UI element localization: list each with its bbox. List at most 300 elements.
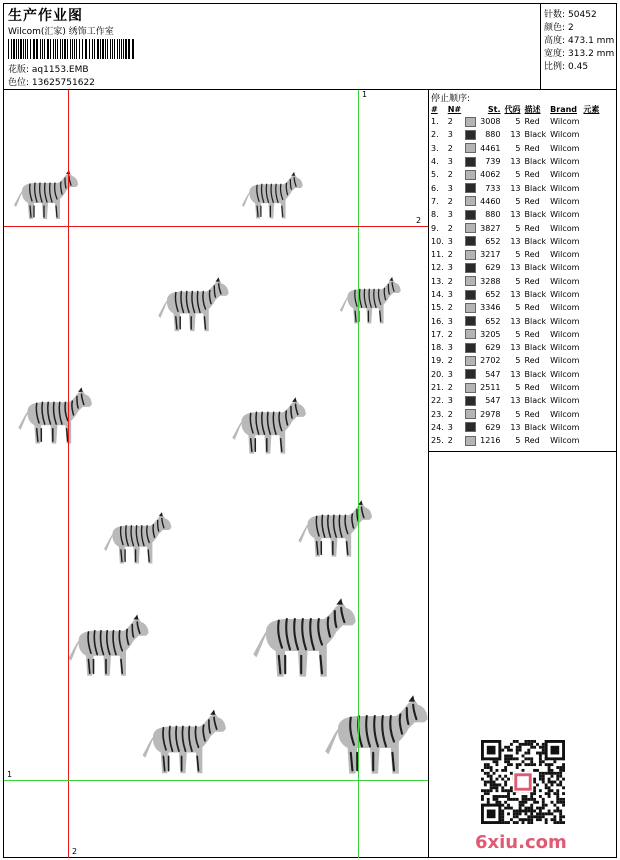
col-needle: N# bbox=[447, 104, 462, 114]
row-element bbox=[581, 248, 601, 261]
guide-label-vertical-left: 2 bbox=[72, 847, 78, 856]
thread-swatch bbox=[465, 157, 476, 167]
row-index: 17. bbox=[431, 329, 444, 339]
guide-vertical-right[interactable] bbox=[358, 90, 359, 858]
row-code: 5 bbox=[515, 143, 521, 153]
row-index: 5. bbox=[431, 170, 439, 180]
row-stitches: 3008 bbox=[480, 117, 501, 127]
row-swatch bbox=[463, 408, 478, 421]
design-file-line bbox=[8, 62, 89, 75]
col-description: 描述 bbox=[524, 104, 541, 114]
row-index: 6. bbox=[431, 183, 439, 193]
row-swatch bbox=[463, 155, 478, 168]
row-element bbox=[581, 301, 601, 314]
row-code: 13 bbox=[510, 210, 521, 220]
row-code: 5 bbox=[515, 170, 521, 180]
row-needle: 3 bbox=[447, 263, 453, 273]
zebra-icon bbox=[338, 275, 403, 326]
row-element bbox=[581, 381, 601, 394]
stat-value: 473.1 mm bbox=[568, 36, 615, 46]
table-row[interactable] bbox=[429, 328, 601, 341]
table-row[interactable] bbox=[429, 341, 601, 354]
row-stitches: 3827 bbox=[480, 223, 501, 233]
row-code: 5 bbox=[515, 303, 521, 313]
row-stitches: 3346 bbox=[480, 303, 501, 313]
thread-swatch bbox=[465, 316, 476, 326]
row-description: Black bbox=[524, 236, 547, 246]
thread-swatch bbox=[465, 276, 476, 286]
row-swatch bbox=[463, 261, 478, 274]
row-needle: 2 bbox=[447, 223, 453, 233]
sheet-header bbox=[4, 4, 616, 90]
zebra-icon bbox=[16, 385, 94, 447]
row-needle: 2 bbox=[447, 143, 453, 153]
row-element bbox=[581, 142, 601, 155]
design-canvas[interactable] bbox=[4, 90, 429, 858]
table-row[interactable] bbox=[429, 354, 601, 367]
barcode-icon bbox=[8, 39, 136, 59]
table-row[interactable] bbox=[429, 275, 601, 288]
row-code: 13 bbox=[510, 157, 521, 167]
row-needle: 2 bbox=[447, 383, 453, 393]
row-needle: 2 bbox=[447, 329, 453, 339]
watermark-logo: 6xiu.com bbox=[475, 832, 567, 853]
row-stitches: 652 bbox=[485, 316, 501, 326]
zebra-icon bbox=[322, 692, 429, 778]
thread-swatch bbox=[465, 422, 476, 432]
row-index: 22. bbox=[431, 396, 444, 406]
thread-swatch bbox=[465, 170, 476, 180]
row-needle: 3 bbox=[447, 290, 453, 299]
row-swatch bbox=[463, 301, 478, 314]
zebra-icon bbox=[296, 498, 374, 560]
row-stitches: 1216 bbox=[480, 436, 501, 446]
thread-swatch bbox=[465, 383, 476, 393]
row-swatch bbox=[463, 248, 478, 261]
thread-swatch bbox=[465, 303, 476, 313]
table-row[interactable] bbox=[429, 128, 601, 141]
row-needle: 3 bbox=[447, 343, 453, 353]
row-code: 13 bbox=[510, 316, 521, 326]
table-row[interactable] bbox=[429, 301, 601, 314]
row-code: 5 bbox=[515, 223, 521, 233]
row-description: Black bbox=[524, 422, 547, 432]
row-stitches: 739 bbox=[485, 157, 501, 167]
row-index: 18. bbox=[431, 343, 444, 353]
row-needle: 2 bbox=[447, 170, 453, 180]
thread-swatch bbox=[465, 356, 476, 366]
row-needle: 3 bbox=[447, 130, 453, 140]
row-description: Black bbox=[524, 130, 547, 140]
row-index: 15. bbox=[431, 303, 444, 313]
row-description: Red bbox=[524, 383, 540, 393]
row-swatch bbox=[463, 341, 478, 354]
row-swatch bbox=[463, 394, 478, 407]
col-element: 元素 bbox=[583, 104, 600, 114]
table-row[interactable] bbox=[429, 115, 601, 128]
row-stitches: 629 bbox=[485, 343, 501, 353]
table-row[interactable] bbox=[429, 235, 601, 248]
row-brand: Wilcom bbox=[550, 196, 580, 206]
row-brand: Wilcom bbox=[550, 396, 580, 406]
row-description: Black bbox=[524, 263, 547, 273]
row-swatch bbox=[463, 381, 478, 394]
row-stitches: 4460 bbox=[480, 196, 501, 206]
row-index: 24. bbox=[431, 422, 444, 432]
row-index: 19. bbox=[431, 356, 444, 366]
row-stitches: 2511 bbox=[480, 383, 501, 393]
row-description: Black bbox=[524, 316, 547, 326]
row-description: Red bbox=[524, 170, 540, 180]
row-element bbox=[581, 235, 601, 248]
row-swatch bbox=[463, 115, 478, 128]
thread-swatch bbox=[465, 143, 476, 153]
row-element bbox=[581, 181, 601, 194]
production-sheet bbox=[3, 3, 617, 858]
table-row[interactable] bbox=[429, 381, 601, 394]
stat-label: 颜色: bbox=[544, 23, 566, 33]
row-index: 25. bbox=[431, 436, 444, 446]
guide-horizontal-bottom[interactable] bbox=[4, 780, 428, 781]
col-stitches: St. bbox=[487, 104, 501, 114]
row-code: 13 bbox=[510, 422, 521, 432]
row-brand: Wilcom bbox=[550, 236, 580, 246]
page-title: 生产作业图 bbox=[8, 8, 83, 24]
row-brand: Wilcom bbox=[550, 250, 580, 260]
row-element bbox=[581, 261, 601, 274]
row-index: 3. bbox=[431, 143, 439, 153]
thread-swatch bbox=[465, 329, 476, 339]
stat-label: 比例: bbox=[544, 62, 566, 72]
table-row[interactable] bbox=[429, 248, 601, 261]
thread-swatch bbox=[465, 130, 476, 140]
row-swatch bbox=[463, 221, 478, 234]
row-description: Black bbox=[524, 157, 547, 167]
row-code: 13 bbox=[510, 369, 521, 379]
row-element bbox=[581, 408, 601, 421]
row-brand: Wilcom bbox=[550, 329, 580, 339]
zebra-icon bbox=[230, 395, 308, 457]
col-swatch bbox=[463, 103, 478, 115]
row-description: Red bbox=[524, 143, 540, 153]
table-row[interactable] bbox=[429, 142, 601, 155]
thread-swatch bbox=[465, 290, 476, 300]
panel-divider bbox=[429, 451, 616, 452]
row-swatch bbox=[463, 421, 478, 434]
design-file-label: 花版: bbox=[8, 65, 30, 75]
stat-value: 2 bbox=[568, 23, 574, 33]
guide-label-horizontal-bottom: 1 bbox=[7, 770, 13, 779]
table-row[interactable] bbox=[429, 181, 601, 194]
row-brand: Wilcom bbox=[550, 117, 580, 127]
thread-swatch bbox=[465, 210, 476, 220]
row-element bbox=[581, 128, 601, 141]
row-needle: 3 bbox=[447, 183, 453, 193]
row-code: 5 bbox=[515, 356, 521, 366]
row-index: 12. bbox=[431, 263, 444, 273]
table-row[interactable] bbox=[429, 221, 601, 234]
table-row[interactable] bbox=[429, 288, 601, 301]
row-brand: Wilcom bbox=[550, 422, 580, 432]
row-code: 13 bbox=[510, 130, 521, 140]
row-brand: Wilcom bbox=[550, 343, 580, 353]
row-code: 5 bbox=[515, 383, 521, 393]
row-needle: 3 bbox=[447, 157, 453, 167]
zebra-icon bbox=[12, 168, 80, 222]
studio-name: Wilcom(汇家) 绣饰工作室 bbox=[8, 27, 114, 37]
row-index: 21. bbox=[431, 383, 444, 393]
row-brand: Wilcom bbox=[550, 263, 580, 273]
row-index: 20. bbox=[431, 369, 444, 379]
row-code: 5 bbox=[515, 276, 521, 286]
row-description: Red bbox=[524, 329, 540, 339]
row-stitches: 733 bbox=[485, 183, 501, 193]
stat-width bbox=[544, 46, 614, 59]
row-swatch bbox=[463, 354, 478, 367]
row-code: 13 bbox=[510, 396, 521, 406]
row-swatch bbox=[463, 434, 478, 447]
row-description: Black bbox=[524, 396, 547, 406]
row-element bbox=[581, 394, 601, 407]
stat-label: 宽度: bbox=[544, 49, 566, 59]
row-swatch bbox=[463, 235, 478, 248]
row-element bbox=[581, 314, 601, 327]
row-code: 5 bbox=[515, 117, 521, 127]
zebra-icon bbox=[102, 510, 173, 567]
row-needle: 2 bbox=[447, 196, 453, 206]
row-description: Red bbox=[524, 250, 540, 260]
stat-label: 针数: bbox=[544, 10, 566, 20]
row-element bbox=[581, 168, 601, 181]
row-swatch bbox=[463, 328, 478, 341]
color-code-line bbox=[8, 75, 95, 88]
row-brand: Wilcom bbox=[550, 303, 580, 313]
row-element bbox=[581, 354, 601, 367]
row-index: 14. bbox=[431, 290, 444, 299]
row-description: Red bbox=[524, 436, 540, 446]
row-needle: 2 bbox=[447, 276, 453, 286]
row-index: 13. bbox=[431, 276, 444, 286]
thread-swatch bbox=[465, 369, 476, 379]
row-description: Red bbox=[524, 117, 540, 127]
row-stitches: 652 bbox=[485, 290, 501, 299]
row-index: 11. bbox=[431, 250, 444, 260]
row-index: 16. bbox=[431, 316, 444, 326]
stat-label: 高度: bbox=[544, 36, 566, 46]
row-needle: 3 bbox=[447, 396, 453, 406]
table-row[interactable] bbox=[429, 314, 601, 327]
row-description: Red bbox=[524, 409, 540, 419]
row-description: Black bbox=[524, 210, 547, 220]
col-index: # bbox=[431, 104, 438, 114]
col-code: 代码 bbox=[504, 104, 521, 114]
row-element bbox=[581, 421, 601, 434]
thread-swatch bbox=[465, 117, 476, 127]
row-index: 23. bbox=[431, 409, 444, 419]
table-row[interactable] bbox=[429, 208, 601, 221]
row-brand: Wilcom bbox=[550, 157, 580, 167]
row-code: 13 bbox=[510, 183, 521, 193]
row-element bbox=[581, 434, 601, 447]
row-description: Black bbox=[524, 183, 547, 193]
design-file-name: aq1153.EMB bbox=[31, 65, 89, 75]
stat-value: 50452 bbox=[568, 10, 597, 20]
stop-sequence-table bbox=[429, 103, 601, 447]
row-brand: Wilcom bbox=[550, 223, 580, 233]
row-swatch bbox=[463, 128, 478, 141]
row-description: Red bbox=[524, 196, 540, 206]
row-stitches: 629 bbox=[485, 422, 501, 432]
row-stitches: 652 bbox=[485, 236, 501, 246]
zebra-icon bbox=[156, 275, 231, 334]
row-element bbox=[581, 115, 601, 128]
thread-swatch bbox=[465, 343, 476, 353]
stat-stitches bbox=[544, 7, 597, 20]
row-brand: Wilcom bbox=[550, 143, 580, 153]
thread-swatch bbox=[465, 236, 476, 246]
stat-value: 313.2 mm bbox=[568, 49, 615, 59]
row-needle: 3 bbox=[447, 210, 453, 220]
row-brand: Wilcom bbox=[550, 276, 580, 286]
row-brand: Wilcom bbox=[550, 356, 580, 366]
table-row[interactable] bbox=[429, 368, 601, 381]
row-stitches: 4062 bbox=[480, 170, 501, 180]
guide-horizontal-top[interactable] bbox=[4, 226, 428, 227]
zebra-icon bbox=[140, 707, 228, 777]
guide-vertical-left[interactable] bbox=[68, 90, 69, 858]
table-header-row bbox=[429, 103, 601, 115]
thread-swatch bbox=[465, 223, 476, 233]
row-stitches: 880 bbox=[485, 130, 501, 140]
row-element bbox=[581, 155, 601, 168]
row-stitches: 2702 bbox=[480, 356, 501, 366]
row-code: 5 bbox=[515, 436, 521, 446]
row-element bbox=[581, 328, 601, 341]
row-needle: 2 bbox=[447, 409, 453, 419]
row-description: Red bbox=[524, 223, 540, 233]
row-code: 5 bbox=[515, 196, 521, 206]
table-row[interactable] bbox=[429, 195, 601, 208]
row-swatch bbox=[463, 368, 478, 381]
stop-sequence-title: 停止顺序: bbox=[431, 94, 471, 104]
row-brand: Wilcom bbox=[550, 409, 580, 419]
row-description: Black bbox=[524, 290, 547, 299]
stop-sequence-panel bbox=[429, 90, 616, 858]
row-code: 13 bbox=[510, 263, 521, 273]
table-row[interactable] bbox=[429, 261, 601, 274]
row-stitches: 3217 bbox=[480, 250, 501, 260]
table-row[interactable] bbox=[429, 394, 601, 407]
row-code: 5 bbox=[515, 250, 521, 260]
thread-swatch bbox=[465, 183, 476, 193]
zebra-icon bbox=[250, 595, 359, 681]
table-row[interactable] bbox=[429, 408, 601, 421]
row-index: 8. bbox=[431, 210, 439, 220]
row-swatch bbox=[463, 208, 478, 221]
table-row[interactable] bbox=[429, 168, 601, 181]
row-needle: 3 bbox=[447, 422, 453, 432]
row-brand: Wilcom bbox=[550, 369, 580, 379]
row-index: 4. bbox=[431, 157, 439, 167]
stat-colors bbox=[544, 20, 574, 33]
table-row[interactable] bbox=[429, 434, 601, 447]
row-index: 1. bbox=[431, 117, 439, 127]
row-stitches: 629 bbox=[485, 263, 501, 273]
row-index: 7. bbox=[431, 196, 439, 206]
table-row[interactable] bbox=[429, 155, 601, 168]
row-element bbox=[581, 221, 601, 234]
row-needle: 3 bbox=[447, 236, 453, 246]
design-stats bbox=[541, 4, 616, 89]
stat-scale bbox=[544, 59, 588, 72]
zebra-icon bbox=[66, 612, 151, 680]
row-description: Red bbox=[524, 276, 540, 286]
color-code-value: 13625751622 bbox=[31, 78, 95, 88]
row-code: 13 bbox=[510, 290, 521, 299]
row-swatch bbox=[463, 181, 478, 194]
thread-swatch bbox=[465, 436, 476, 446]
row-code: 13 bbox=[510, 343, 521, 353]
row-needle: 2 bbox=[447, 436, 453, 446]
row-index: 9. bbox=[431, 223, 439, 233]
row-swatch bbox=[463, 288, 478, 301]
thread-swatch bbox=[465, 250, 476, 260]
row-element bbox=[581, 275, 601, 288]
row-code: 13 bbox=[510, 236, 521, 246]
row-index: 2. bbox=[431, 130, 439, 140]
row-stitches: 2978 bbox=[480, 409, 501, 419]
row-brand: Wilcom bbox=[550, 170, 580, 180]
color-code-label: 色位: bbox=[8, 78, 30, 88]
row-element bbox=[581, 368, 601, 381]
row-needle: 3 bbox=[447, 369, 453, 379]
zebra-icon bbox=[240, 170, 305, 221]
row-needle: 2 bbox=[447, 303, 453, 313]
row-needle: 2 bbox=[447, 117, 453, 127]
row-brand: Wilcom bbox=[550, 383, 580, 393]
row-description: Black bbox=[524, 369, 547, 379]
qr-code-icon bbox=[481, 740, 565, 824]
row-brand: Wilcom bbox=[550, 183, 580, 193]
thread-swatch bbox=[465, 396, 476, 406]
row-stitches: 880 bbox=[485, 210, 501, 220]
row-swatch bbox=[463, 314, 478, 327]
row-swatch bbox=[463, 195, 478, 208]
row-swatch bbox=[463, 275, 478, 288]
stat-value: 0.45 bbox=[568, 62, 589, 72]
row-description: Red bbox=[524, 303, 540, 313]
guide-label-vertical-right: 1 bbox=[362, 90, 368, 99]
row-needle: 3 bbox=[447, 316, 453, 326]
col-brand: Brand bbox=[550, 104, 578, 114]
row-description: Red bbox=[524, 356, 540, 366]
thread-swatch bbox=[465, 263, 476, 273]
header-info bbox=[4, 4, 541, 89]
thread-swatch bbox=[465, 409, 476, 419]
row-swatch bbox=[463, 168, 478, 181]
row-element bbox=[581, 341, 601, 354]
row-index: 10. bbox=[431, 236, 444, 246]
guide-label-horizontal-top: 2 bbox=[416, 216, 422, 225]
thread-swatch bbox=[465, 196, 476, 206]
row-description: Black bbox=[524, 343, 547, 353]
row-element bbox=[581, 208, 601, 221]
row-needle: 2 bbox=[447, 250, 453, 260]
row-element bbox=[581, 288, 601, 301]
row-swatch bbox=[463, 142, 478, 155]
table-row[interactable] bbox=[429, 421, 601, 434]
row-stitches: 547 bbox=[485, 369, 501, 379]
